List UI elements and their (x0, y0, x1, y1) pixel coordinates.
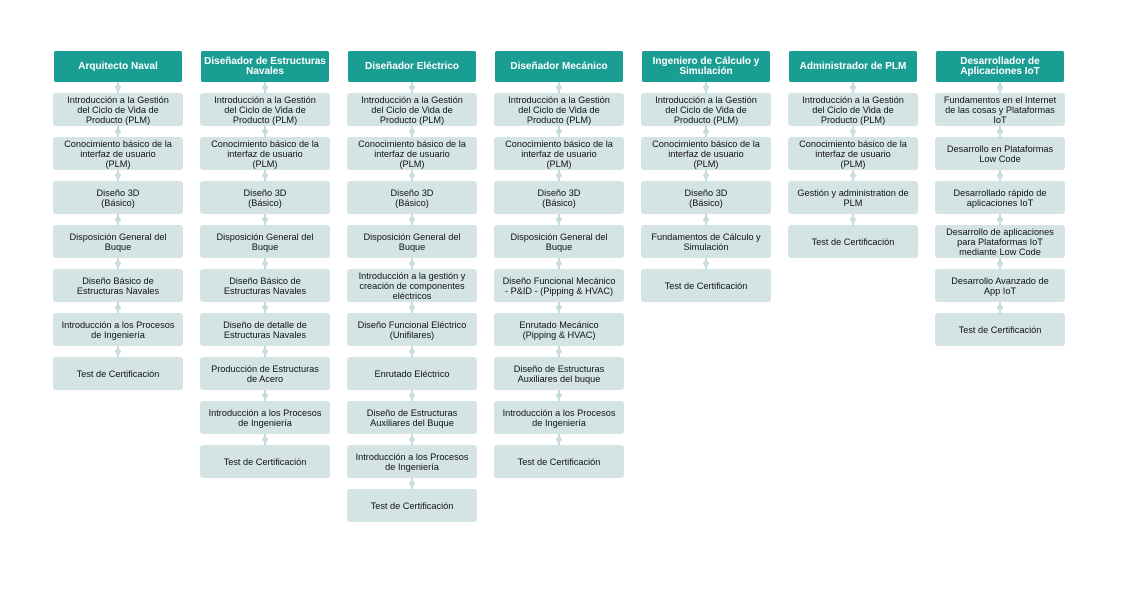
connector (701, 214, 711, 225)
course-step: Conocimiento básico de la interfaz de usuario (PLM) (494, 137, 624, 170)
role-column (200, 51, 330, 522)
connector (113, 214, 123, 225)
connector (260, 82, 270, 93)
course-step: Desarrollo Avanzado de App IoT (935, 269, 1065, 302)
course-step: Test de Certificación (788, 225, 918, 258)
connector (260, 170, 270, 181)
course-step: Introducción a la gestión y creación de componentes eléctricos (347, 269, 477, 302)
course-step: Diseño de detalle de Estructuras Navales (200, 313, 330, 346)
course-step: Introducción a la Gestión del Ciclo de Vida de Producto (PLM) (494, 93, 624, 126)
connector (260, 214, 270, 225)
course-step: Disposición General del Buque (200, 225, 330, 258)
connector (407, 82, 417, 93)
connector (407, 390, 417, 401)
connector (554, 126, 564, 137)
course-step: Fundamentos en el Internet de las cosas y Plataformas IoT (935, 93, 1065, 126)
connector (995, 170, 1005, 181)
connector (260, 390, 270, 401)
course-step: Diseño 3D (Básico) (641, 181, 771, 214)
role-column (494, 51, 624, 522)
role-header: Ingeniero de Cálculo y Simulación (642, 51, 770, 82)
course-step: Producción de Estructuras de Acero (200, 357, 330, 390)
connector (407, 478, 417, 489)
course-step: Test de Certificación (200, 445, 330, 478)
connector (848, 214, 858, 225)
course-step: Introducción a la Gestión del Ciclo de Vida de Producto (PLM) (200, 93, 330, 126)
connector (113, 302, 123, 313)
course-step: Desarrollo en Plataformas Low Code (935, 137, 1065, 170)
connector (554, 258, 564, 269)
course-step: Introducción a la Gestión del Ciclo de Vida de Producto (PLM) (53, 93, 183, 126)
course-step: Introducción a los Procesos de Ingeniería (494, 401, 624, 434)
connector (995, 214, 1005, 225)
course-step: Enrutado Eléctrico (347, 357, 477, 390)
connector (113, 346, 123, 357)
connector (260, 126, 270, 137)
course-step: Diseño 3D (Básico) (494, 181, 624, 214)
connector (554, 302, 564, 313)
connector (848, 82, 858, 93)
course-step: Conocimiento básico de la interfaz de usuario (PLM) (347, 137, 477, 170)
connector (260, 258, 270, 269)
course-step: Diseño Básico de Estructuras Navales (200, 269, 330, 302)
connector (995, 126, 1005, 137)
connector (554, 390, 564, 401)
connector (407, 126, 417, 137)
connector (848, 170, 858, 181)
connector (407, 302, 417, 313)
connector (407, 434, 417, 445)
course-step: Conocimiento básico de la interfaz de usuario (PLM) (788, 137, 918, 170)
connector (260, 434, 270, 445)
course-step: Introducción a la Gestión del Ciclo de Vida de Producto (PLM) (347, 93, 477, 126)
connector (407, 346, 417, 357)
learning-paths-diagram (53, 51, 1065, 522)
course-step: Diseño Funcional Mecánico - P&ID - (Pipping & HVAC) (494, 269, 624, 302)
connector (407, 170, 417, 181)
course-step: Introducción a los Procesos de Ingeniería (200, 401, 330, 434)
connector (407, 214, 417, 225)
connector (554, 434, 564, 445)
role-column (347, 51, 477, 522)
course-step: Test de Certificación (347, 489, 477, 522)
course-step: Fundamentos de Cálculo y Simulación (641, 225, 771, 258)
course-step: Diseño de Estructuras Auxiliares del buque (494, 357, 624, 390)
course-step: Test de Certificación (494, 445, 624, 478)
connector (407, 258, 417, 269)
connector (113, 82, 123, 93)
course-step: Test de Certificación (641, 269, 771, 302)
course-step: Diseño Funcional Eléctrico (Unifilares) (347, 313, 477, 346)
course-step: Test de Certificación (53, 357, 183, 390)
course-step: Diseño Básico de Estructuras Navales (53, 269, 183, 302)
role-header: Diseñador Eléctrico (348, 51, 476, 82)
connector (554, 214, 564, 225)
connector (701, 258, 711, 269)
role-header: Arquitecto Naval (54, 51, 182, 82)
course-step: Test de Certificación (935, 313, 1065, 346)
course-step: Conocimiento básico de la interfaz de usuario (PLM) (641, 137, 771, 170)
course-step: Disposición General del Buque (53, 225, 183, 258)
connector (554, 346, 564, 357)
role-header: Diseñador Mecánico (495, 51, 623, 82)
course-step: Diseño de Estructuras Auxiliares del Buque (347, 401, 477, 434)
connector (995, 302, 1005, 313)
course-step: Desarrollado rápido de aplicaciones IoT (935, 181, 1065, 214)
connector (113, 258, 123, 269)
course-step: Gestión y administration de PLM (788, 181, 918, 214)
course-step: Diseño 3D (Básico) (347, 181, 477, 214)
connector (701, 126, 711, 137)
connector (113, 170, 123, 181)
role-header: Administrador de PLM (789, 51, 917, 82)
course-step: Enrutado Mecánico (Pipping & HVAC) (494, 313, 624, 346)
course-step: Introducción a la Gestión del Ciclo de Vida de Producto (PLM) (788, 93, 918, 126)
connector (701, 82, 711, 93)
course-step: Conocimiento básico de la interfaz de usuario (PLM) (200, 137, 330, 170)
role-column (53, 51, 183, 522)
role-column (788, 51, 918, 522)
connector (701, 170, 711, 181)
connector (260, 302, 270, 313)
course-step: Desarrollo de aplicaciones para Plataformas IoT mediante Low Code (935, 225, 1065, 258)
connector (995, 258, 1005, 269)
course-step: Introducción a los Procesos de Ingeniería (53, 313, 183, 346)
course-step: Conocimiento básico de la interfaz de usuario (PLM) (53, 137, 183, 170)
connector (113, 126, 123, 137)
role-column (935, 51, 1065, 522)
role-header: Diseñador de Estructuras Navales (201, 51, 329, 82)
connector (260, 346, 270, 357)
course-step: Introducción a la Gestión del Ciclo de Vida de Producto (PLM) (641, 93, 771, 126)
course-step: Introducción a los Procesos de Ingeniería (347, 445, 477, 478)
course-step: Diseño 3D (Básico) (200, 181, 330, 214)
course-step: Disposición General del Buque (494, 225, 624, 258)
role-column (641, 51, 771, 522)
connector (848, 126, 858, 137)
connector (554, 82, 564, 93)
connector (554, 170, 564, 181)
role-header: Desarrollador de Aplicaciones IoT (936, 51, 1064, 82)
course-step: Diseño 3D (Básico) (53, 181, 183, 214)
connector (995, 82, 1005, 93)
course-step: Disposición General del Buque (347, 225, 477, 258)
